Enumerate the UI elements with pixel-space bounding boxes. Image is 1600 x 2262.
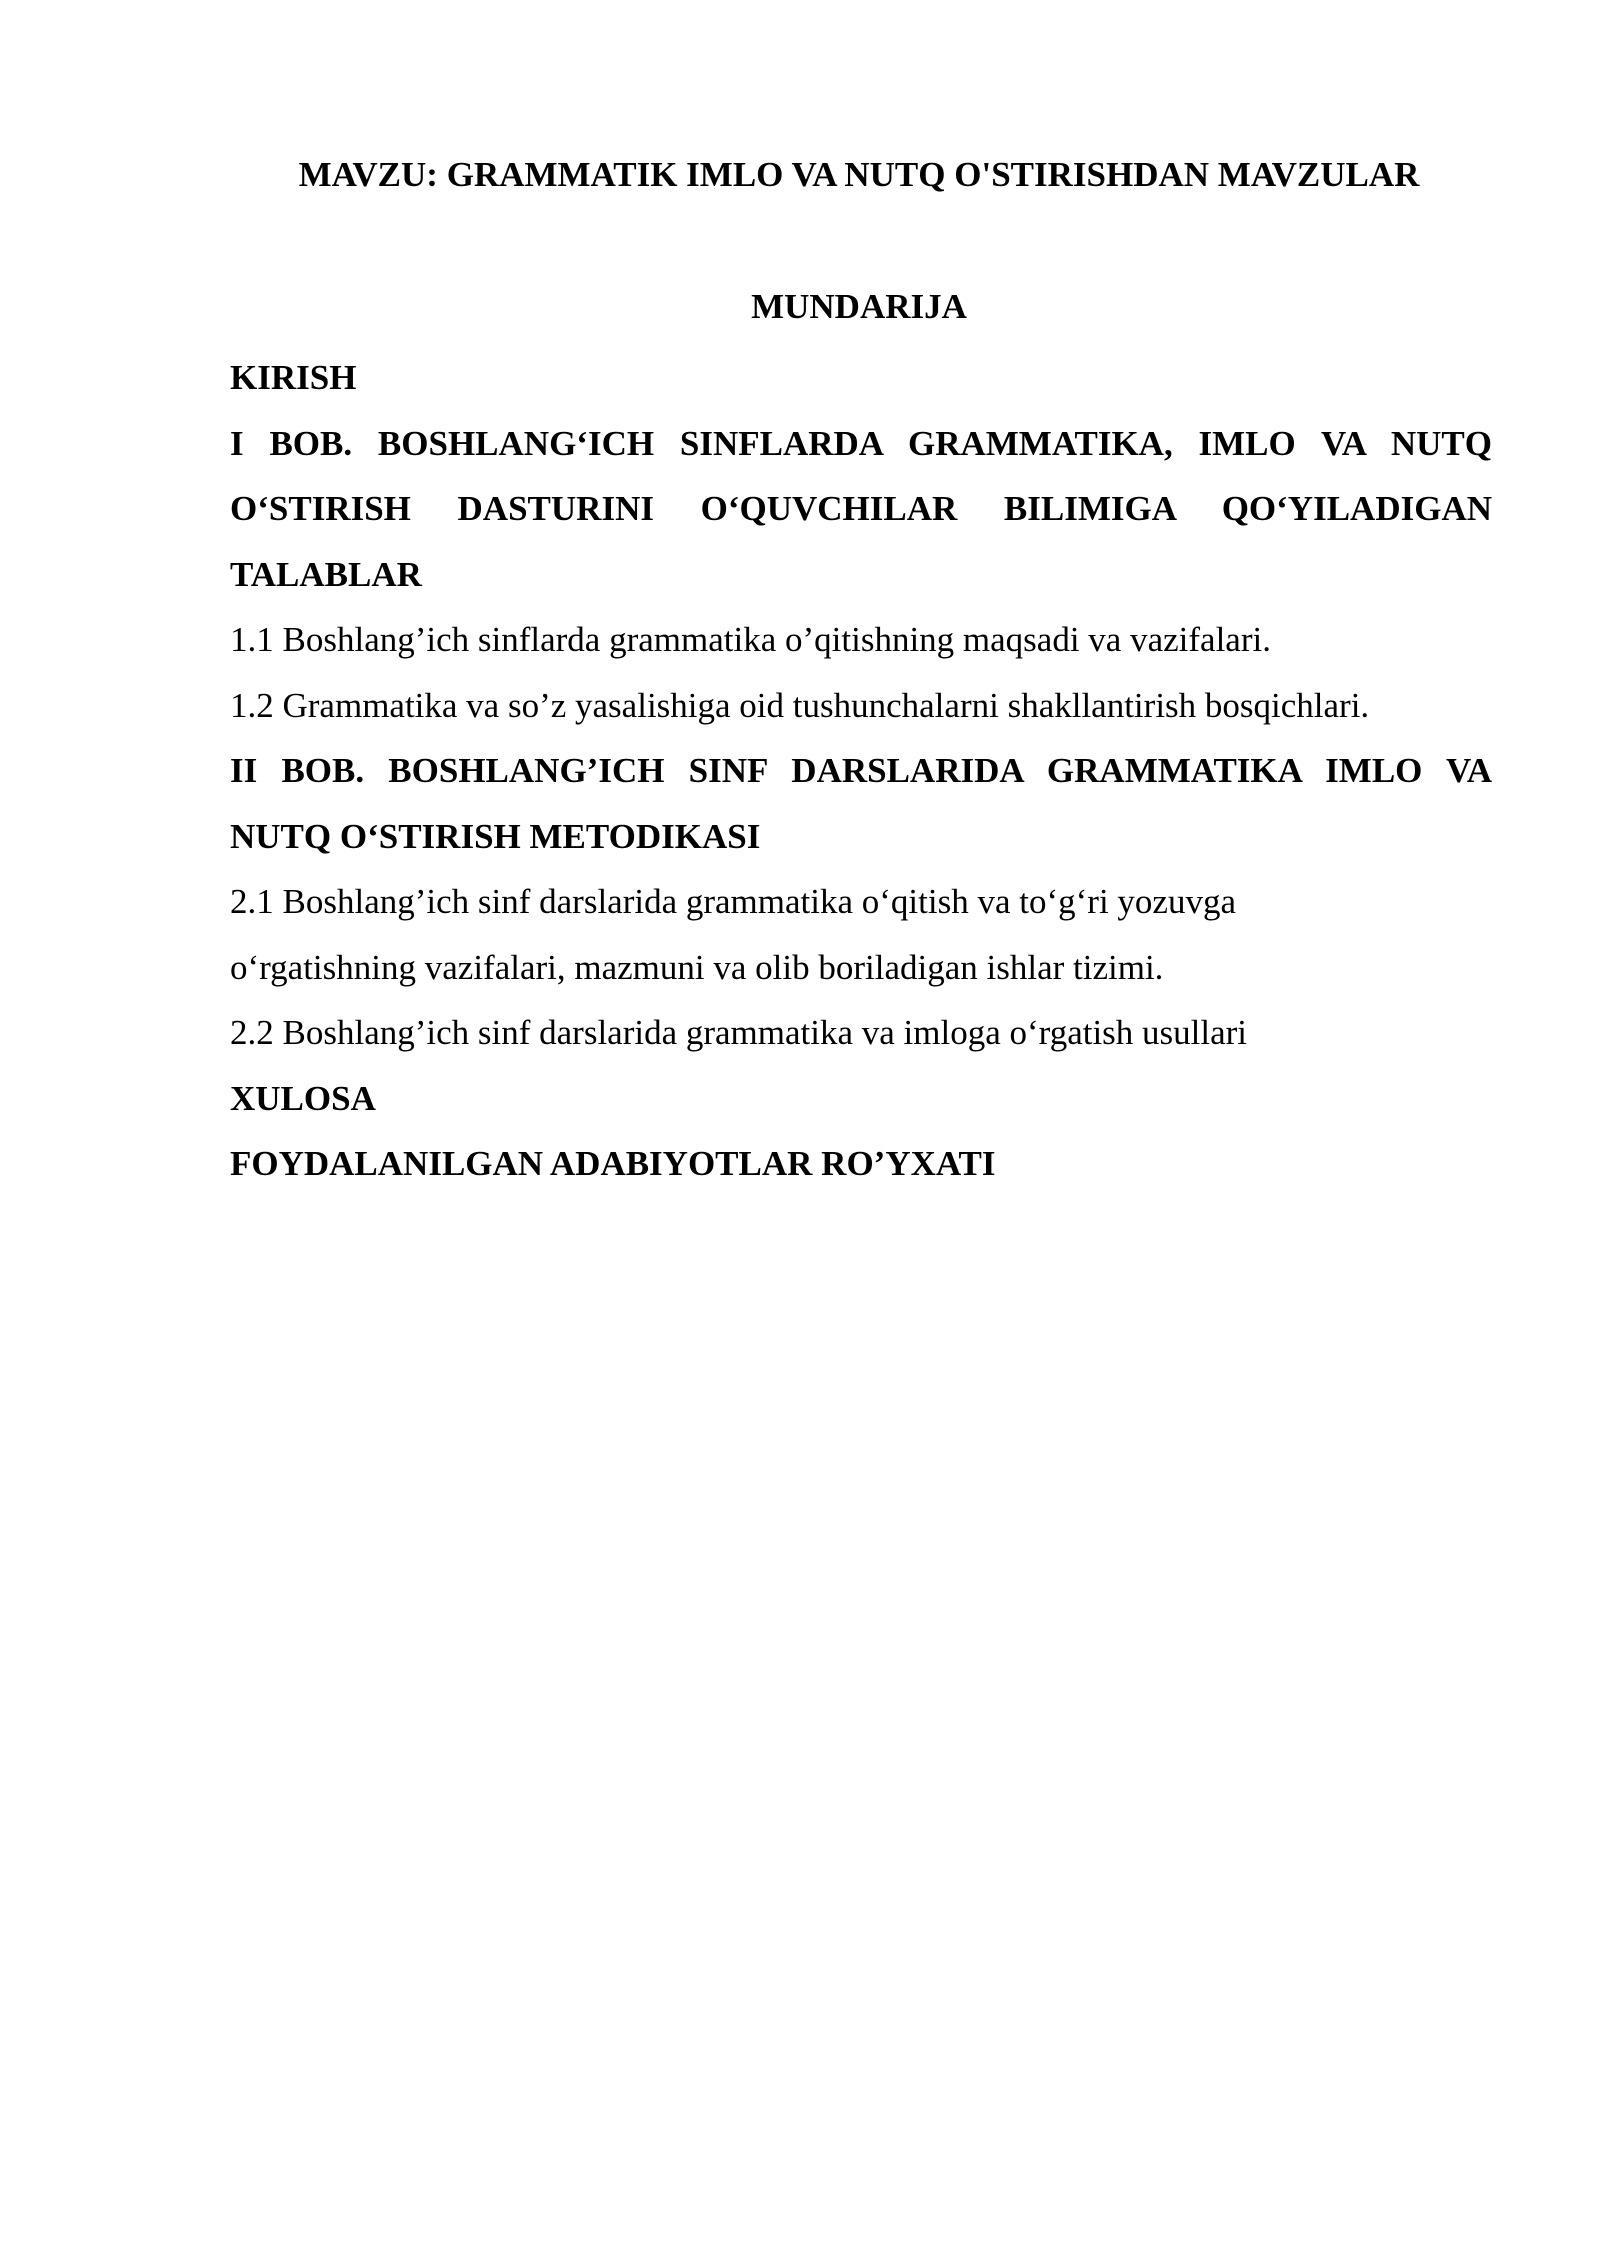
chapter-1-title-line-1: I BOB. BOSHLANG‘ICH SINFLARDA GRAMMATIKA, IMLO VA NUTQ xyxy=(230,423,1492,463)
toc-heading: MUNDARIJA xyxy=(751,287,967,326)
section-2-1-line-1: 2.1 Boshlang’ich sinf darslarida grammatika o‘qitish va to‘g‘ri yozuvga xyxy=(230,882,1236,921)
chapter-2-title-line-2: NUTQ O‘STIRISH METODIKASI xyxy=(230,816,761,856)
chapter-2-title-line-1: II BOB. BOSHLANG’ICH SINF DARSLARIDA GRAMMATIKA IMLO VA xyxy=(230,751,1492,790)
table-of-contents xyxy=(230,345,1492,1197)
toc-entry-section-1-1: 1.1 Boshlang’ich sinflarda grammatika o’qitishning maqsadi va vazifalari. xyxy=(230,620,1271,659)
toc-entry-chapter-2 xyxy=(230,738,1492,869)
section-2-1-line-2: o‘rgatishning vazifalari, mazmuni va olib boriladigan ishlar tizimi. xyxy=(230,947,1164,987)
toc-entry-references: FOYDALANILGAN ADABIYOTLAR RO’YXATI xyxy=(230,1144,996,1183)
chapter-1-title-line-3: TALABLAR xyxy=(230,554,422,594)
toc-entry-introduction: KIRISH xyxy=(230,358,357,397)
toc-entry-conclusion: XULOSA xyxy=(230,1078,376,1118)
toc-entry-section-1-2: 1.2 Grammatika va so’z yasalishiga oid tushunchalarni shakllantirish bosqichlari. xyxy=(230,685,1370,725)
toc-entry-section-2-2: 2.2 Boshlang’ich sinf darslarida grammatika va imloga o‘rgatish usullari xyxy=(230,1013,1248,1052)
toc-entry-chapter-1 xyxy=(230,411,1492,608)
chapter-1-title-line-2: O‘STIRISH DASTURINI O‘QUVCHILAR BILIMIGA QO‘YILADIGAN xyxy=(230,489,1492,528)
toc-entry-section-2-1 xyxy=(230,869,1492,1000)
document-title: MAVZU: GRAMMATIK IMLO VA NUTQ O'STIRISHDAN MAVZULAR xyxy=(298,155,1420,194)
